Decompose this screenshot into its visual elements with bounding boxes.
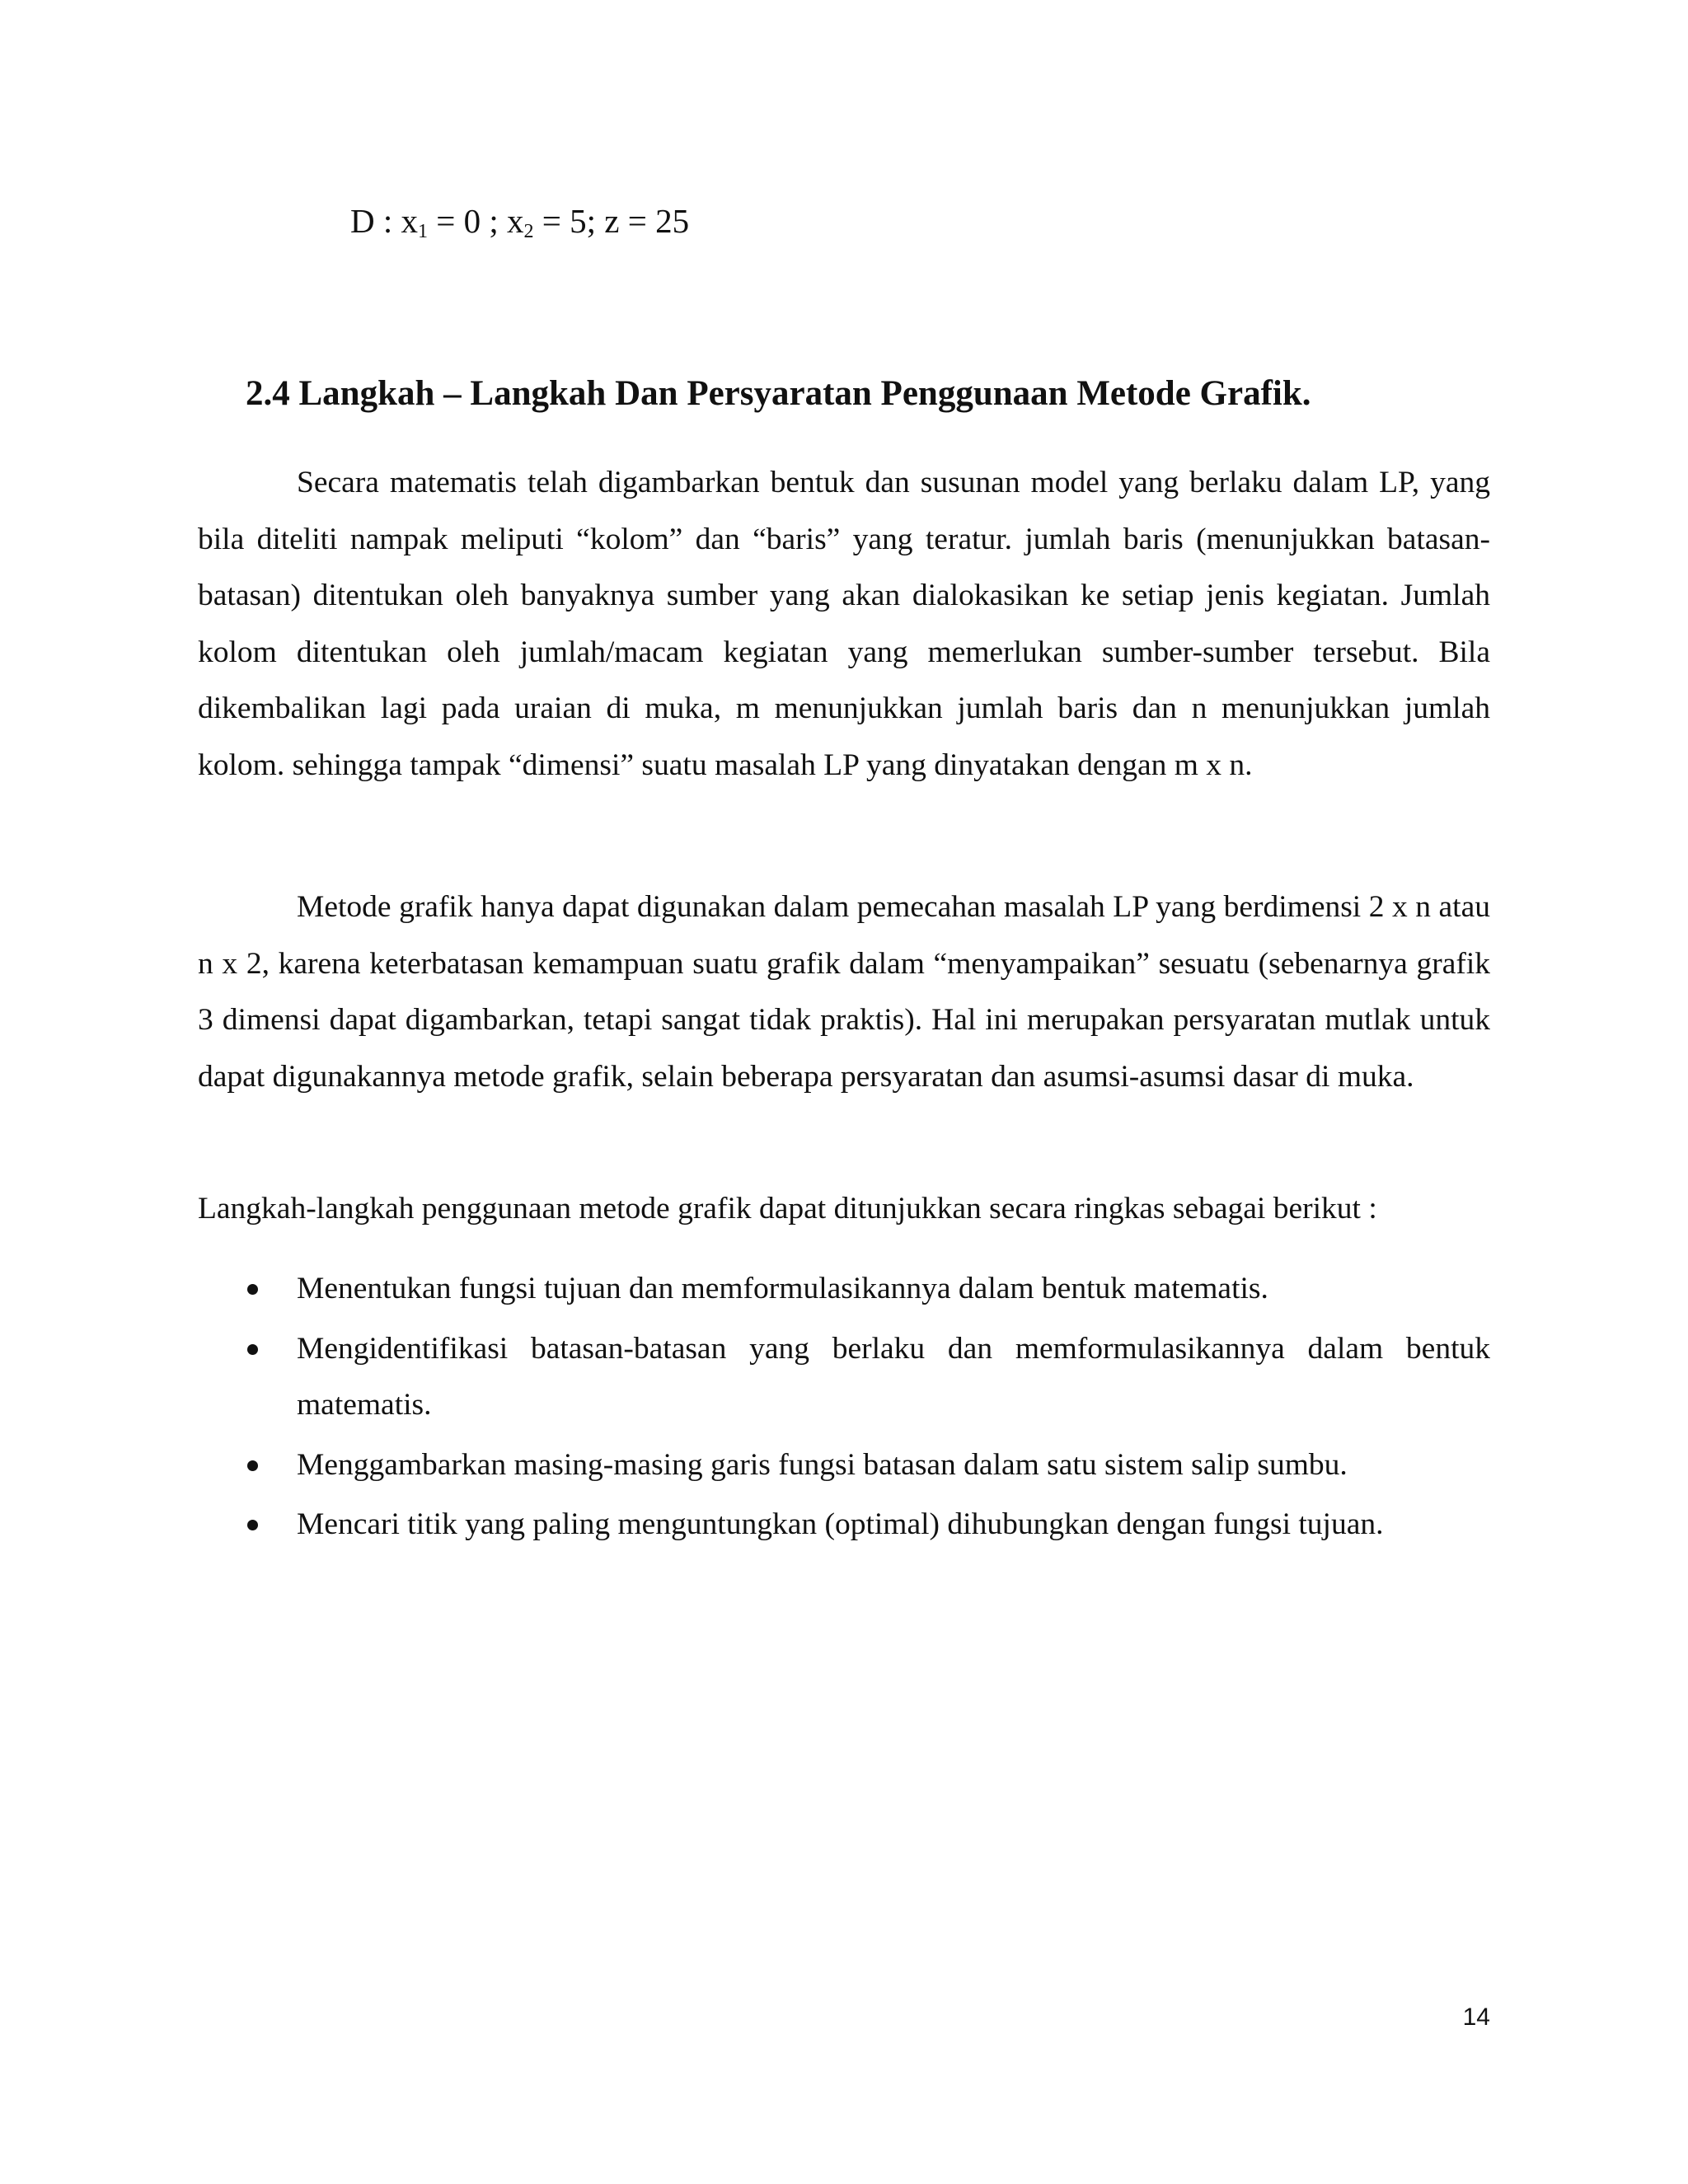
bullet-icon — [247, 1284, 258, 1295]
bullet-icon — [247, 1520, 258, 1530]
equation-point-d — [350, 196, 689, 246]
bullet-icon — [247, 1344, 258, 1355]
list-item-text: Mencari titik yang paling menguntungkan (optimal) dihubungkan dengan fungsi tujuan. — [297, 1507, 1384, 1541]
section-heading: 2.4 Langkah – Langkah Dan Persyaratan Penggunaan Metode Grafik. — [246, 374, 1311, 413]
equation-part: = 0 ; x — [428, 202, 524, 240]
paragraph-dimension: Secara matematis telah digambarkan bentuk dan susunan model yang berlaku dalam LP, yang bila diteliti nampak meliputi “kolom” dan “baris” yang teratur. jumlah baris (menunjukkan batasan-batasan) ditentukan oleh banyaknya sumber yang akan dialokasikan ke setiap jenis kegiatan. Jumlah kolom ditentukan oleh jumlah/macam kegiatan yang memerlukan sumber-sumber tersebut. Bila dikembalikan lagi pada uraian di muka, m menunjukkan jumlah baris dan n menunjukkan jumlah kolom. sehingga tampak “dimensi” suatu masalah LP yang dinyatakan dengan m x n. — [198, 466, 1490, 782]
paragraph-requirement: Metode grafik hanya dapat digunakan dalam pemecahan masalah LP yang berdimensi 2 x n atau n x 2, karena keterbatasan kemampuan suatu grafik dalam “menyampaikan” sesuatu (sebenarnya grafik 3 dimensi dapat digambarkan, tetapi sangat tidak praktis). Hal ini merupakan persyaratan mutlak untuk dapat digunakannya metode grafik, selain beberapa persyaratan dan asumsi-asumsi dasar di muka. — [198, 890, 1490, 1094]
list-item — [198, 1437, 1490, 1494]
list-item — [198, 1261, 1490, 1318]
page-number: 14 — [1462, 2004, 1490, 2031]
list-item-text: Mengidentifikasi batasan-batasan yang berlaku dan memformulasikannya dalam bentuk matematis. — [297, 1331, 1490, 1422]
list-item-text: Menggambarkan masing-masing garis fungsi batasan dalam satu sistem salip sumbu. — [297, 1447, 1348, 1482]
bullet-icon — [247, 1460, 258, 1471]
list-item — [198, 1497, 1490, 1554]
equation-part: = 5; z = 25 — [533, 202, 690, 240]
steps-list — [198, 1261, 1490, 1557]
paragraph-steps-intro: Langkah-langkah penggunaan metode grafik dapat ditunjukkan secara ringkas sebagai berikut : — [198, 1192, 1377, 1226]
list-item-text: Menentukan fungsi tujuan dan memformulasikannya dalam bentuk matematis. — [297, 1272, 1268, 1305]
subscript: 2 — [523, 221, 534, 242]
list-item — [198, 1321, 1490, 1434]
subscript: 1 — [418, 221, 428, 242]
equation-part: D : x — [350, 202, 418, 240]
